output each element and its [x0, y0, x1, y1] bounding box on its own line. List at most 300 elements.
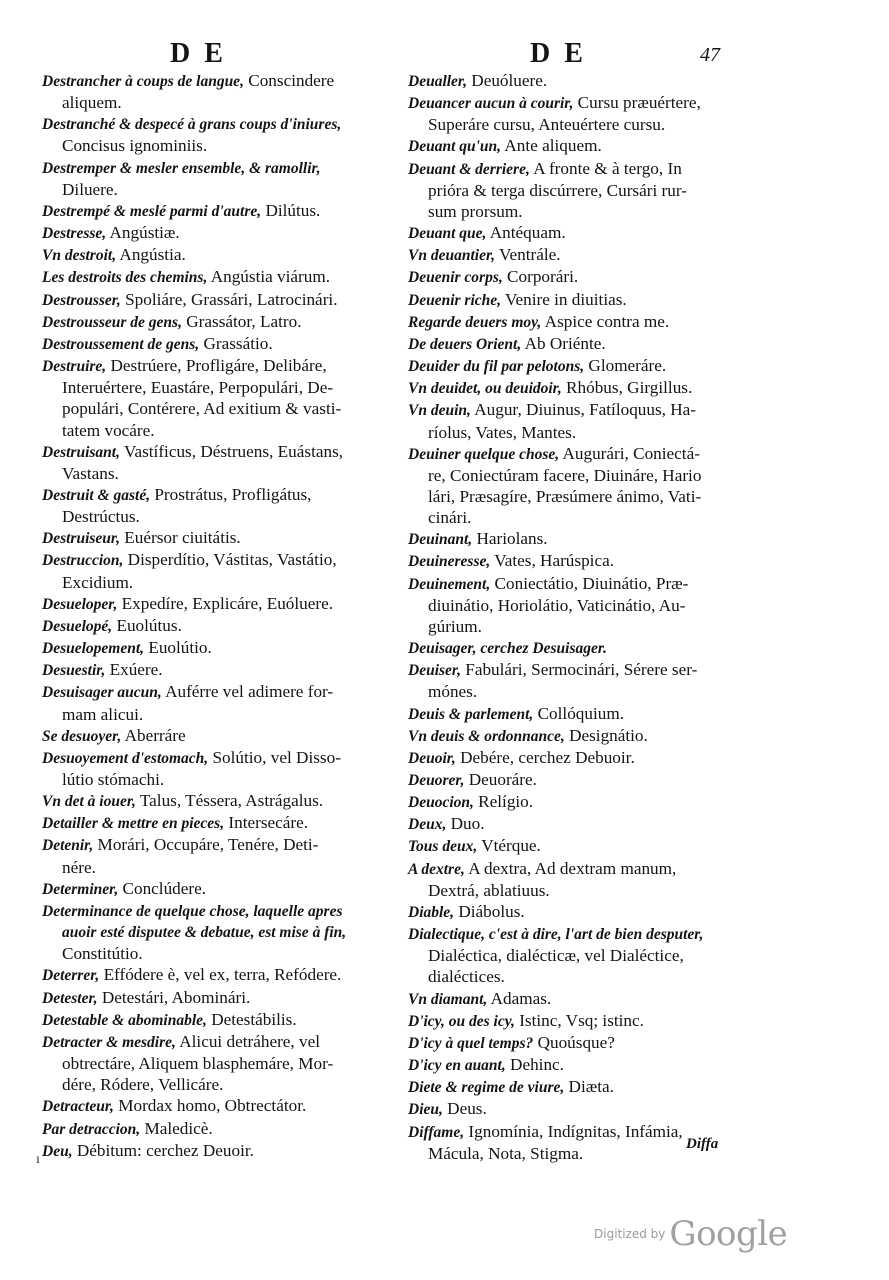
page-number: 47 — [700, 44, 720, 66]
entry-first-line — [408, 70, 758, 92]
right-column — [408, 70, 758, 1164]
french-headword: Desuoyement d'estomach, — [42, 749, 209, 767]
french-headword: Destruccion, — [42, 552, 124, 570]
dictionary-entry — [42, 266, 382, 288]
dictionary-entry — [42, 484, 382, 527]
french-headword: Deuant que, — [408, 225, 487, 243]
entry-first-line — [408, 1032, 758, 1054]
entry-continuation-line: cinári. — [428, 508, 472, 528]
entry-first-line — [408, 769, 758, 791]
entry-first-line — [42, 70, 382, 92]
dictionary-entry — [42, 681, 382, 724]
dictionary-entry — [408, 791, 758, 813]
entry-first-line — [42, 593, 382, 615]
dictionary-entry — [42, 157, 382, 200]
french-headword: D'icy en auant, — [408, 1057, 506, 1075]
latin-gloss: Grassátio. — [199, 333, 273, 353]
entry-continuation-line: gúrium. — [428, 616, 482, 636]
french-headword: Destruiseur, — [42, 530, 120, 548]
dictionary-entry — [42, 70, 382, 113]
french-headword: De deuers Orient, — [408, 335, 522, 353]
entry-first-line — [42, 812, 382, 834]
latin-gloss: Exúere. — [105, 660, 163, 680]
latin-gloss: Débitum: cerchez Deuoir. — [72, 1140, 254, 1160]
entry-first-line — [42, 549, 382, 571]
entry-first-line — [408, 791, 758, 813]
entry-first-line — [42, 200, 382, 222]
latin-gloss: Relígio. — [473, 792, 534, 812]
entry-first-line — [408, 703, 758, 725]
entry-continuation-line: dialéctices. — [428, 967, 505, 987]
french-headword: Deuant qu'un, — [408, 138, 502, 156]
french-headword: Tous deux, — [408, 838, 478, 856]
french-headword: Destrousser, — [42, 291, 121, 309]
french-headword: Se desuoyer, — [42, 727, 122, 745]
entry-continuation-line: Diluere. — [62, 179, 118, 199]
dictionary-entry — [42, 549, 382, 592]
entry-first-line — [408, 158, 758, 180]
entry-first-line — [42, 1031, 382, 1053]
french-headword: Les destroits des chemins, — [42, 269, 208, 287]
french-headword: Destroussement de gens, — [42, 335, 200, 353]
entry-continuation-line: diuinátio, Horiolátio, Vaticinátio, Au- — [428, 595, 686, 615]
entry-first-line — [42, 964, 382, 986]
dictionary-entry — [408, 747, 758, 769]
dictionary-entry — [408, 70, 758, 92]
latin-gloss: Collóquium. — [533, 703, 625, 723]
entry-first-line — [408, 813, 758, 835]
digitized-footer — [594, 1214, 787, 1254]
latin-gloss: Ab Oriénte. — [521, 333, 606, 353]
latin-gloss: Deuoráre. — [464, 770, 537, 789]
dictionary-entry — [42, 441, 382, 484]
french-headword: Deuenir corps, — [408, 269, 503, 287]
latin-gloss: A fronte & à tergo, In — [529, 158, 682, 178]
french-headword: Destruisant, — [42, 443, 120, 461]
dictionary-entry — [42, 747, 382, 790]
french-headword: Deuancer aucun à courir, — [408, 95, 574, 113]
dictionary-entry — [408, 1098, 758, 1120]
entry-first-line — [42, 355, 382, 377]
dictionary-entry — [408, 333, 758, 355]
dictionary-entry — [42, 964, 382, 986]
latin-gloss: Istinc, Vsq; istinc. — [514, 1010, 644, 1030]
entry-continuation-line: Excidium. — [62, 572, 134, 592]
running-head-right: DE — [530, 38, 597, 69]
dictionary-entry — [408, 266, 758, 288]
entry-first-line — [42, 266, 382, 288]
entry-first-line — [42, 987, 382, 1009]
dictionary-entry — [42, 790, 382, 812]
entry-first-line — [408, 1010, 758, 1032]
french-headword: Desuelopé, — [42, 617, 113, 635]
dictionary-entry — [408, 573, 758, 637]
entry-first-line — [42, 1095, 382, 1117]
dictionary-entry — [42, 878, 382, 900]
dictionary-entry — [408, 1076, 758, 1098]
entry-first-line — [408, 92, 758, 114]
french-headword: Destrousseur de gens, — [42, 313, 182, 331]
french-headword: Destruire, — [42, 358, 107, 376]
dictionary-entry — [42, 289, 382, 311]
french-headword: Deuis & parlement, — [408, 705, 534, 723]
latin-gloss: Prostrátus, Profligátus, — [150, 484, 312, 504]
margin-mark: ı — [36, 1152, 40, 1167]
dictionary-entry — [408, 835, 758, 857]
entry-first-line — [42, 834, 382, 856]
french-headword: Detestable & abominable, — [42, 1011, 207, 1029]
latin-gloss: Aspice contra me. — [541, 311, 670, 331]
dictionary-entry — [42, 834, 382, 877]
dictionary-entry — [408, 923, 758, 987]
latin-gloss: Alicui detráhere, vel — [175, 1031, 321, 1051]
entry-first-line — [408, 1098, 758, 1120]
entry-continuation-line: Dialéctica, dialécticæ, vel Dialéctice, — [428, 946, 684, 966]
french-headword: Detracteur, — [42, 1098, 114, 1116]
french-headword: Determiner, — [42, 880, 119, 898]
entry-first-line — [42, 790, 382, 812]
dictionary-entry — [408, 637, 758, 659]
latin-gloss: Ventrále. — [495, 245, 561, 265]
dictionary-entry — [408, 222, 758, 244]
dictionary-entry — [42, 725, 382, 747]
dictionary-entry — [408, 355, 758, 377]
entry-first-line — [408, 135, 758, 157]
french-headword: Desueloper, — [42, 595, 118, 613]
latin-gloss: Coniectátio, Diuinátio, Præ- — [490, 573, 689, 593]
entry-continuation-line: tatem vocáre. — [62, 420, 155, 440]
entry-first-line — [408, 333, 758, 355]
french-headword: Vn diamant, — [408, 990, 488, 1008]
left-column — [42, 70, 382, 1162]
french-headword: Regarde deuers moy, — [408, 313, 542, 331]
dictionary-entry — [42, 659, 382, 681]
dictionary-entry — [42, 222, 382, 244]
french-headword: D'icy, ou des icy, — [408, 1012, 515, 1030]
latin-gloss: Deus. — [442, 1099, 487, 1119]
latin-gloss: Disperdítio, Vástitas, Vastátio, — [123, 550, 337, 570]
latin-gloss: Euolútio. — [144, 638, 212, 658]
french-headword: Diete & regime de viure, — [408, 1079, 565, 1097]
entry-continuation-line: Constitútio. — [62, 944, 143, 964]
latin-gloss: Solútio, vel Disso- — [208, 747, 341, 767]
french-headword: Diable, — [408, 903, 455, 921]
entry-continuation-line: Superáre cursu, Anteuértere cursu. — [428, 115, 666, 135]
french-headword: Deualler, — [408, 73, 467, 90]
french-headword: Detracter & mesdire, — [42, 1033, 176, 1051]
latin-gloss: Angústia. — [116, 245, 186, 265]
entry-first-line — [42, 484, 382, 506]
dictionary-entry — [42, 311, 382, 333]
french-headword: Desuelopement, — [42, 640, 145, 658]
french-headword: Deuant & derriere, — [408, 160, 530, 178]
entry-first-line — [42, 637, 382, 659]
latin-gloss: Expedíre, Explicáre, Euóluere. — [117, 593, 334, 613]
french-headword: Destremper & mesler ensemble, & ramollir, — [42, 159, 321, 177]
dictionary-entry — [408, 901, 758, 923]
entry-continuation-line: prióra & terga discúrrere, Cursári rur- — [428, 180, 687, 200]
dictionary-entry — [408, 769, 758, 791]
entry-first-line — [408, 311, 758, 333]
dictionary-entry — [42, 244, 382, 266]
latin-gloss: Ante aliquem. — [501, 136, 602, 156]
dictionary-entry — [408, 377, 758, 399]
entry-first-line — [42, 900, 382, 922]
latin-gloss: Glomeráre. — [584, 356, 667, 376]
french-headword: Deux, — [408, 816, 447, 834]
latin-gloss: Intersecáre. — [224, 813, 309, 833]
french-headword: Deuisager, cerchez Desuisager. — [408, 640, 607, 658]
entry-first-line — [408, 222, 758, 244]
dictionary-entry — [42, 113, 382, 156]
entry-continuation-line: ríolus, Vates, Mantes. — [428, 422, 577, 442]
latin-gloss: Auférre vel adimere for- — [161, 682, 334, 702]
french-headword: Destrancher à coups de langue, — [42, 73, 244, 90]
entry-first-line — [42, 659, 382, 681]
french-headword: Detailler & mettre en pieces, — [42, 815, 225, 833]
dictionary-entry — [408, 1054, 758, 1076]
french-headword: Deuocion, — [408, 794, 474, 812]
latin-gloss: Quoúsque? — [533, 1032, 615, 1052]
entry-first-line — [408, 355, 758, 377]
entry-first-line — [408, 858, 758, 880]
dictionary-entry — [408, 135, 758, 157]
dictionary-entry — [408, 311, 758, 333]
catchword: Diffa — [686, 1136, 719, 1152]
entry-continuation-line: obtrectáre, Aliquem blasphemáre, Mor- — [62, 1054, 334, 1074]
latin-gloss: Conclúdere. — [118, 878, 207, 898]
dictionary-entry — [408, 659, 758, 702]
entry-first-line — [408, 988, 758, 1010]
entry-first-line — [42, 333, 382, 355]
dictionary-entry — [42, 1009, 382, 1031]
latin-gloss: Diæta. — [564, 1077, 614, 1097]
french-headword: Detester, — [42, 989, 98, 1007]
dictionary-entry — [42, 812, 382, 834]
entry-first-line — [408, 550, 758, 572]
entry-first-line — [42, 1118, 382, 1140]
latin-gloss: Detestári, Abominári. — [97, 987, 251, 1007]
dictionary-entry — [408, 158, 758, 222]
latin-gloss: Debére, cerchez Debuoir. — [455, 747, 635, 767]
french-headword: Deterrer, — [42, 967, 100, 985]
latin-gloss: Rhóbus, Girgillus. — [561, 378, 693, 398]
entry-continuation-line: Interuértere, Euastáre, Perpopulári, De- — [62, 378, 334, 398]
latin-gloss: Euérsor ciuitátis. — [119, 528, 241, 548]
french-headword: Determinance de quelque chose, laquelle apres — [42, 902, 343, 920]
entry-first-line — [408, 901, 758, 923]
dictionary-entry — [408, 1032, 758, 1054]
dictionary-entry — [408, 443, 758, 529]
french-headword: Deuoir, — [408, 749, 456, 767]
running-head-left: DE — [170, 38, 237, 69]
french-headword: D'icy à quel temps? — [408, 1034, 534, 1052]
dictionary-entry — [42, 615, 382, 637]
french-headword: Vn deuin, — [408, 402, 471, 420]
latin-gloss: Conscindere — [243, 71, 335, 90]
french-headword: Vn det à iouer, — [42, 793, 136, 811]
entry-first-line — [408, 443, 758, 465]
french-headword: Dialectique, c'est à dire, l'art de bien desputer, — [408, 926, 704, 944]
latin-gloss: Vtérque. — [477, 836, 541, 856]
latin-gloss: Vates, Harúspica. — [490, 551, 615, 571]
dictionary-entry — [408, 725, 758, 747]
dictionary-entry — [408, 289, 758, 311]
dictionary-entry — [42, 593, 382, 615]
latin-gloss: Grassátor, Latro. — [181, 311, 302, 331]
latin-gloss: Euolútus. — [112, 615, 182, 635]
entry-first-line — [408, 747, 758, 769]
entry-first-line — [42, 878, 382, 900]
entry-continuation-line: lútio stómachi. — [62, 770, 165, 789]
entry-continuation-line: lári, Præsagíre, Præsúmere ánimo, Vati- — [428, 486, 702, 506]
latin-gloss: Augur, Diuinus, Fatíloquus, Ha- — [470, 400, 697, 420]
entry-first-line — [42, 1140, 382, 1162]
dictionary-entry — [408, 528, 758, 550]
dictionary-entry — [42, 1140, 382, 1162]
french-headword: A dextre, — [408, 860, 465, 878]
entry-continuation-line: Vastans. — [62, 463, 119, 483]
entry-continuation-line: aliquem. — [62, 93, 122, 113]
french-headword: Deuinant, — [408, 531, 473, 549]
entry-first-line — [408, 377, 758, 399]
digitized-by-label: Digitized by — [594, 1227, 666, 1241]
latin-gloss: Destrúere, Profligáre, Delibáre, — [106, 356, 327, 376]
dictionary-entry — [408, 92, 758, 135]
latin-gloss: A dextra, Ad dextram manum, — [464, 858, 677, 878]
dictionary-entry — [42, 1118, 382, 1140]
entry-first-line — [408, 266, 758, 288]
latin-gloss: Venire in diuitias. — [501, 289, 627, 309]
latin-gloss: Aberráre — [121, 725, 186, 745]
latin-gloss: Angústia viárum. — [207, 267, 331, 287]
entry-first-line — [408, 1054, 758, 1076]
latin-gloss: Augurári, Coniectá- — [559, 443, 700, 463]
entry-first-line — [42, 681, 382, 703]
french-headword: Deuenir riche, — [408, 291, 501, 309]
entry-first-line — [42, 113, 382, 135]
entry-first-line — [408, 923, 758, 945]
dictionary-entry — [42, 355, 382, 441]
french-headword: Destresse, — [42, 225, 107, 243]
entry-first-line — [408, 573, 758, 595]
dictionary-entry — [42, 1031, 382, 1095]
latin-gloss: Ignomínia, Indígnitas, Infámia, — [464, 1121, 683, 1141]
dictionary-entry — [42, 527, 382, 549]
french-headword: Deuiner quelque chose, — [408, 445, 560, 463]
french-headword: Desuisager aucun, — [42, 684, 162, 702]
french-headword: Deuorer, — [408, 772, 465, 789]
entry-first-line — [408, 725, 758, 747]
entry-first-line — [408, 659, 758, 681]
french-headword: Detenir, — [42, 837, 94, 855]
dictionary-entry — [408, 703, 758, 725]
entry-first-line — [42, 747, 382, 769]
entry-continuation-line: nére. — [62, 857, 96, 877]
french-headword: Vn destroit, — [42, 247, 117, 265]
entry-first-line — [42, 527, 382, 549]
entry-first-line — [42, 289, 382, 311]
latin-gloss: Dehinc. — [505, 1055, 564, 1075]
google-logo: Google — [669, 1214, 788, 1254]
french-headword: Destruit & gasté, — [42, 486, 151, 504]
dictionary-entry — [408, 813, 758, 835]
entry-first-line — [42, 222, 382, 244]
latin-gloss: Angústiæ. — [106, 223, 180, 243]
entry-first-line — [42, 441, 382, 463]
entry-continuation-line: dére, Ródere, Vellicáre. — [62, 1075, 224, 1095]
entry-continuation-line: Destrúctus. — [62, 507, 140, 527]
french-headword: Vn deuis & ordonnance, — [408, 727, 565, 745]
entry-continuation-line: re, Coniectúram facere, Diuináre, Hario — [428, 465, 702, 485]
dictionary-entry — [42, 637, 382, 659]
latin-gloss: Antéquam. — [486, 223, 566, 243]
entry-continuation-line: Dextrá, ablatiuus. — [428, 880, 550, 900]
french-headword: Dieu, — [408, 1101, 443, 1119]
latin-gloss: Spoliáre, Grassári, Latrocinári. — [120, 289, 338, 309]
latin-gloss: Diábolus. — [454, 901, 525, 921]
latin-gloss: Talus, Téssera, Astrágalus. — [135, 791, 324, 811]
dictionary-entry — [42, 1095, 382, 1117]
entry-first-line — [408, 835, 758, 857]
latin-gloss: Corporári. — [502, 267, 579, 287]
french-headword: Destranché & despecé à grans coups d'iniures, — [42, 116, 342, 134]
latin-gloss: Maledicè. — [140, 1118, 213, 1138]
french-headword: Desuestir, — [42, 662, 106, 680]
french-headword: Deuinement, — [408, 575, 491, 593]
french-headword: Deuiser, — [408, 662, 461, 680]
dictionary-entry — [408, 244, 758, 266]
entry-first-line — [42, 615, 382, 637]
latin-gloss: Deuóluere. — [467, 71, 548, 90]
french-headword: Par detraccion, — [42, 1120, 141, 1138]
french-headword: Deuineresse, — [408, 553, 491, 571]
latin-gloss: Duo. — [446, 814, 485, 834]
entry-continuation-line: mónes. — [428, 682, 478, 702]
entry-first-line — [408, 289, 758, 311]
entry-first-line — [42, 725, 382, 747]
entry-first-line — [42, 244, 382, 266]
latin-gloss: Mordax homo, Obtrectátor. — [113, 1096, 307, 1116]
latin-gloss: Hariolans. — [472, 529, 548, 549]
french-headword: Diffame, — [408, 1123, 465, 1141]
entry-first-line — [42, 311, 382, 333]
entry-continuation-line: auoir esté disputee & debatue, est mise à fin, — [62, 924, 347, 942]
entry-first-line — [408, 399, 758, 421]
latin-gloss: Cursu præuértere, — [573, 93, 701, 113]
latin-gloss: Effódere è, vel ex, terra, Refódere. — [99, 965, 342, 985]
entry-first-line — [42, 1009, 382, 1031]
entry-first-line — [408, 528, 758, 550]
dictionary-entry — [408, 858, 758, 901]
entry-continuation-line: mam alicui. — [62, 704, 144, 724]
entry-first-line — [408, 637, 758, 659]
dictionary-entry — [42, 333, 382, 355]
latin-gloss: Vastíficus, Déstruens, Euástans, — [119, 441, 344, 461]
french-headword: Deuider du fil par pelotons, — [408, 358, 585, 376]
entry-continuation-line: Mácula, Nota, Stigma. — [428, 1143, 584, 1163]
french-headword: Vn deuantier, — [408, 247, 495, 265]
latin-gloss: Designátio. — [564, 725, 648, 745]
entry-first-line — [408, 1076, 758, 1098]
entry-continuation-line: Concisus ignominiis. — [62, 136, 208, 156]
latin-gloss: Fabulári, Sermocinári, Sérere ser- — [460, 660, 698, 680]
latin-gloss: Morári, Occupáre, Tenére, Deti- — [93, 835, 319, 855]
dictionary-entry — [408, 550, 758, 572]
latin-gloss: Dilútus. — [261, 200, 321, 220]
latin-gloss: Adamas. — [487, 988, 552, 1008]
dictionary-entry — [42, 900, 382, 964]
